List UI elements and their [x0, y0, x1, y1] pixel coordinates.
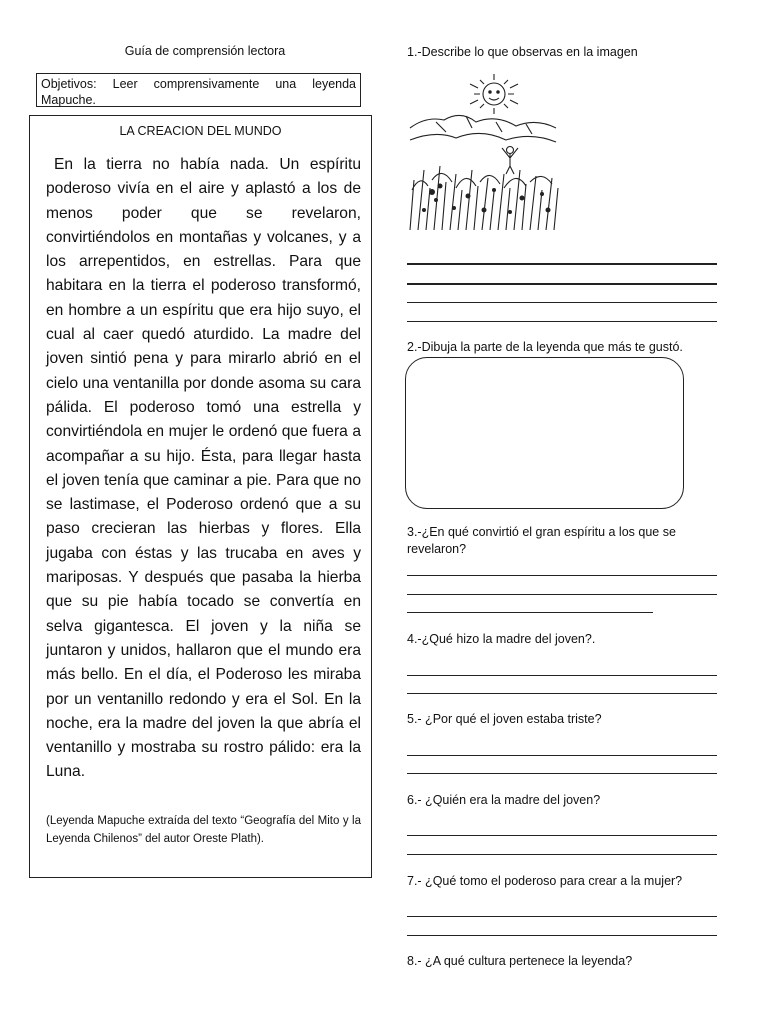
- sun-icon: [470, 74, 518, 114]
- question-8: 8.- ¿A qué cultura pertenece la leyenda?: [407, 954, 633, 968]
- answer-line[interactable]: [407, 773, 717, 774]
- drawing-box[interactable]: [405, 357, 684, 509]
- answer-line[interactable]: [407, 675, 717, 676]
- question-3: 3.-¿En qué convirtió el gran espíritu a los que se revelaron?: [407, 525, 676, 556]
- legend-title: LA CREACION DEL MUNDO: [119, 124, 282, 138]
- answer-line[interactable]: [407, 283, 717, 285]
- legend-illustration: [406, 70, 561, 230]
- question-6: 6.- ¿Quién era la madre del joven?: [407, 793, 601, 807]
- answer-line[interactable]: [407, 916, 717, 917]
- answer-line[interactable]: [407, 263, 717, 265]
- question-7: 7.- ¿Qué tomo el poderoso para crear a la mujer?: [407, 874, 683, 888]
- question-5: 5.- ¿Por qué el joven estaba triste?: [407, 712, 602, 726]
- answer-line[interactable]: [407, 575, 717, 576]
- answer-line[interactable]: [407, 835, 717, 836]
- reading-box: [29, 115, 372, 878]
- answer-line[interactable]: [407, 321, 717, 322]
- question-2: 2.-Dibuja la parte de la leyenda que más te gustó.: [407, 340, 683, 354]
- source-note: (Leyenda Mapuche extraída del texto “Geografía del Mito y la Leyenda Chilenos” del autor Oreste Plath).: [46, 815, 361, 845]
- answer-line[interactable]: [407, 594, 717, 595]
- answer-line[interactable]: [407, 755, 717, 756]
- question-4: 4.-¿Qué hizo la madre del joven?.: [407, 632, 596, 646]
- person-icon: [502, 147, 518, 175]
- answer-line[interactable]: [407, 935, 717, 936]
- objectives-box: Objetivos: Leer comprensivamente una leyenda Mapuche.: [36, 73, 361, 107]
- legend-text: En la tierra no había nada. Un espíritu poderoso vivía en el aire y aplastó a los de menos poder que se revelaron, convirtiéndolos en montañas y volcanes, y a los arrepentidos, en estrellas. Para que habitara en la tierra el poderoso transformó, en hombre a un espíritu que era hijo suyo, el cual al caer quedó aturdido. La madre del joven sintió pena y para mirarlo abrió en el cielo una ventanilla por donde asoma su cara pálida. El poderoso tomó una estrella y convirtiéndola en mujer le ordenó que fuera a acompañar a su hijo. Ésta, para llegar hasta el joven tenía que caminar a pie. Para que no se lastimase, el Poderoso ordenó que a su paso crecieran las hierbas y flores. Ella jugaba con éstas y las trucaba en aves y mariposas. Y después que pasaba la hierba que su pie había tocado se convertía en selva gigantesca. El joven y la niña se juntaron y unidos, hallaron que el mundo era más bello. En el día, el Poderoso les miraba por un ventanillo redondo y era el Sol. En la noche, era la madre del joven la que abría el ventanillo y mostraba su rostro pálido: era la Luna.: [46, 156, 361, 781]
- answer-line[interactable]: [407, 854, 717, 855]
- answer-line[interactable]: [407, 302, 717, 303]
- worksheet-title: Guía de comprensión lectora: [124, 44, 286, 58]
- question-1: 1.-Describe lo que observas en la imagen: [407, 45, 638, 59]
- answer-line[interactable]: [407, 612, 653, 613]
- answer-line[interactable]: [407, 693, 717, 694]
